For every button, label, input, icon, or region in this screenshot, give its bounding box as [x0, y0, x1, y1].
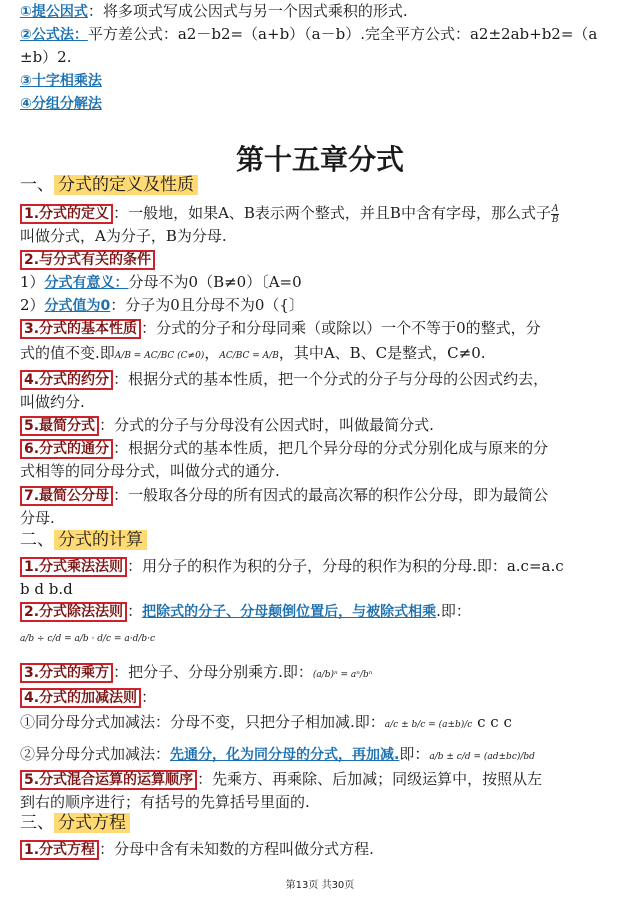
common-den-text: ：根据分式的基本性质，把几个异分母的分式分别化成与原来的分 — [113, 439, 549, 457]
reduction-label: 4.分式的约分 — [20, 370, 113, 390]
divide-rule-colon: ： — [127, 602, 143, 620]
red-line-2 — [20, 391, 628, 413]
add2-tail: 即： — [399, 745, 430, 763]
lcd-line-2 — [20, 507, 628, 529]
simplest-label: 5.最简分式 — [20, 416, 99, 436]
add-line-2 — [20, 743, 628, 768]
multiply-rule-text-2: b d b.d — [20, 580, 73, 598]
cond-line-1 — [20, 271, 628, 294]
add-rule-colon: ： — [141, 688, 157, 706]
lcd-line-1 — [20, 484, 628, 507]
cross-multiply-label: ③十字相乘法 — [20, 73, 102, 89]
mul-line-1 — [20, 555, 628, 578]
add1-text: ①同分母分式加减法：分母不变，只把分子相加减.即： — [20, 713, 385, 731]
prop-line-1 — [20, 317, 628, 340]
add1-tail: c c c — [477, 713, 512, 731]
cond-line-2 — [20, 294, 628, 317]
section-1-number: 一、 — [20, 175, 54, 195]
def-fraction: $\frac{A}{B}$ — [551, 203, 559, 225]
reduction-text: ：根据分式的基本性质，把一个分式的分子与分母的公因式约去， — [113, 370, 549, 388]
mul-line-2 — [20, 578, 628, 600]
section-3-number: 三、 — [20, 813, 54, 833]
eq-line — [20, 838, 628, 861]
prop-text-2b: ，其中A、B、C是整式，C≠0. — [278, 344, 486, 362]
mixed-order-label: 5.分式混合运算的运算顺序 — [20, 770, 197, 790]
prop-formula-2: AC/BC = A/B — [219, 351, 279, 361]
intro-line-1 — [20, 0, 628, 23]
factor-common-text: ：将多项式写成公因式与另一个因式乘积的形式. — [87, 2, 408, 20]
formula-method-label: ②公式法： — [20, 27, 88, 43]
section-3-title: 分式方程 — [54, 813, 130, 833]
power-rule-text: ：把分子、分母分别乘方.即： — [113, 663, 313, 681]
formula-method-text: 平方差公式：a2－b2=（a+b）（a－b）.完全平方公式：a2±2ab+b2=（a — [87, 25, 598, 43]
def-label: 1.分式的定义 — [20, 204, 113, 224]
grouping-label: ④分组分解法 — [20, 96, 102, 112]
prop-text-2a: 式的值不变.即 — [20, 344, 115, 362]
common-den-label: 6.分式的通分 — [20, 439, 113, 459]
cond2-label: 分式值为0 — [44, 298, 111, 314]
factor-common-label: ①提公因式 — [20, 4, 88, 20]
reduction-text-2: 叫做约分. — [20, 393, 85, 411]
pow-line — [20, 661, 628, 686]
prop-text: ：分式的分子和分母同乘（或除以）一个不等于0的整式，分 — [141, 319, 541, 337]
cond2-prefix: 2） — [20, 296, 45, 314]
divide-rule-text: .即： — [436, 602, 471, 620]
intro-line-2 — [20, 23, 628, 46]
add2-formula: a/b ± c/d = (ad±bc)/bd — [429, 752, 535, 762]
page-footer: 第13页 共30页 — [285, 880, 355, 891]
add-rule-label: 4.分式的加减法则 — [20, 688, 141, 708]
divide-rule-highlight: 把除式的分子、分母颠倒位置后，与被除式相乘 — [142, 604, 437, 620]
lcd-text-2: 分母. — [20, 509, 55, 527]
mixed-order-text-2: 到右的顺序进行；有括号的先算括号里面的. — [20, 793, 310, 811]
intro-line-4 — [20, 92, 628, 115]
frac-equation-label: 1.分式方程 — [20, 840, 99, 860]
section-2-number: 二、 — [20, 530, 54, 550]
cond1-prefix: 1） — [20, 273, 45, 291]
mix-line-1 — [20, 768, 628, 791]
def-text: ：一般地，如果A、B表示两个整式，并且B中含有字母，那么式子 — [113, 204, 551, 222]
intro-line-3 — [20, 69, 628, 92]
divide-rule-label: 2.分式除法法则 — [20, 602, 127, 622]
add2-text: ②异分母分式加减法： — [20, 745, 171, 763]
lcd-text: ：一般取各分母的所有因式的最高次幂的积作公分母，即为最简公 — [113, 486, 549, 504]
section-3-heading — [20, 810, 628, 836]
frac-equation-text: ：分母中含有未知数的方程叫做分式方程. — [99, 840, 374, 858]
cond1-text: 分母不为0（B≠0）〔A=0 — [128, 273, 302, 291]
def-text-2: 叫做分式，A为分子，B为分母. — [20, 227, 227, 245]
def-line-2 — [20, 225, 628, 247]
cond2-text: ：分子为0且分母不为0（{〕 — [110, 296, 304, 314]
common-den-text-2: 式相等的同分母分式，叫做分式的通分. — [20, 462, 280, 480]
divide-formula: a/b ÷ c/d = a/b · d/c = a·d/b·c — [20, 634, 156, 644]
formula-method-text-2: ±b）2. — [20, 48, 72, 66]
simp-line — [20, 414, 628, 437]
section-2-heading — [20, 527, 628, 553]
cond-label: 2.与分式有关的条件 — [20, 250, 155, 270]
prop-label: 3.分式的基本性质 — [20, 319, 141, 339]
lcd-label: 7.最简公分母 — [20, 486, 113, 506]
cond1-label: 分式有意义： — [44, 275, 129, 291]
add-line-1 — [20, 711, 628, 736]
power-rule-label: 3.分式的乘方 — [20, 663, 113, 683]
comm-line-2 — [20, 460, 628, 482]
multiply-rule-label: 1.分式乘法法则 — [20, 557, 127, 577]
simplest-text: ：分式的分子与分母没有公因式时，叫做最简分式. — [99, 416, 434, 434]
add-heading — [20, 686, 628, 709]
section-2-title: 分式的计算 — [54, 530, 147, 550]
div-line-1 — [20, 600, 628, 623]
comm-line-1 — [20, 437, 628, 460]
section-1-title: 分式的定义及性质 — [54, 175, 198, 195]
prop-line-2: 式的值不变.即A/B = AC/BC (C≠0)，AC/BC = A/B，其中A、B、C是整式，C≠0. — [20, 344, 486, 362]
mixed-order-text: ：先乘方、再乘除、后加减；同级运算中，按照从左 — [197, 770, 543, 788]
div-line-2 — [20, 625, 628, 650]
red-line-1 — [20, 368, 628, 391]
add2-highlight: 先通分，化为同分母的分式，再加减. — [170, 747, 400, 763]
prop-formula-1: A/B = AC/BC (C≠0) — [114, 351, 205, 361]
chapter-title: 第十五章分式 — [235, 143, 404, 176]
section-1-heading — [20, 172, 628, 198]
intro-line-2b — [20, 46, 628, 68]
multiply-rule-text: ：用分子的积作为积的分子，分母的积作为积的分母.即：a.c=a.c — [127, 557, 564, 575]
cond-heading — [20, 248, 628, 271]
add1-formula: a/c ± b/c = (a±b)/c — [384, 720, 473, 730]
power-formula: (a/b)ⁿ = aⁿ/bⁿ — [312, 670, 373, 680]
def-line-1 — [20, 202, 628, 225]
